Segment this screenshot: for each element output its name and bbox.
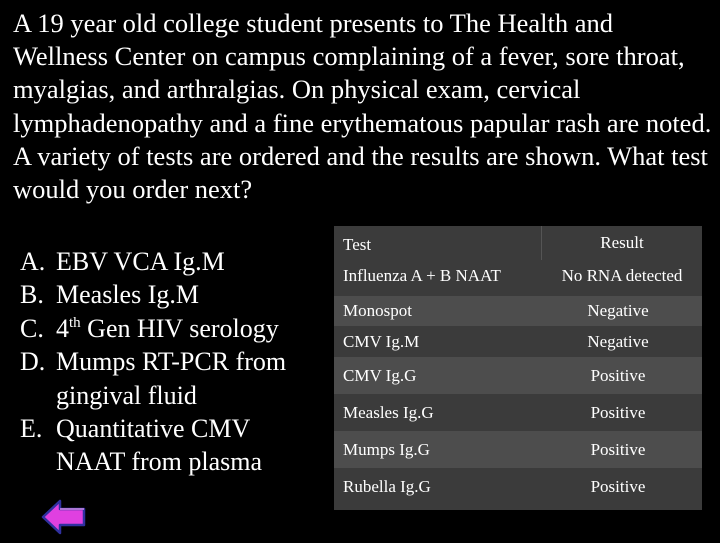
cell-test: CMV Ig.M (343, 331, 420, 351)
option-e[interactable] (20, 412, 325, 479)
header-result: Result (600, 233, 644, 252)
cell-test: Mumps Ig.G (343, 439, 430, 459)
option-letter: E. (20, 414, 43, 444)
option-text-prefix: 4 (56, 313, 69, 343)
header-test: Test (343, 235, 372, 254)
option-letter: B. (20, 280, 44, 310)
results-table (334, 226, 702, 510)
cell-result: Positive (590, 439, 646, 459)
table-row (334, 296, 702, 326)
question-text: A 19 year old college student presents to The Health and Wellness Center on campus complaining of a fever, sore throat, myalgias, and arthralgias. On physical exam, cervical lymphadenopathy and a fine erythematous papular rash are noted. A variety of tests are ordered and the results are shown. What test would you order next? (13, 8, 712, 205)
table-row (334, 394, 702, 431)
cell-test: Monospot (343, 301, 412, 320)
option-text: Mumps RT-PCR from gingival fluid (56, 347, 287, 410)
back-button[interactable] (40, 496, 88, 538)
option-text (56, 312, 279, 345)
option-a[interactable] (20, 245, 325, 278)
cell-result: Negative (587, 301, 649, 320)
option-letter: D. (20, 347, 46, 377)
table-row (334, 468, 702, 505)
table-row (334, 260, 702, 292)
results-table-header (334, 226, 702, 260)
cell-test: Rubella Ig.G (343, 476, 431, 496)
option-c[interactable] (20, 312, 325, 345)
option-text: EBV VCA Ig.M (56, 247, 225, 276)
option-text: Measles Ig.M (56, 280, 199, 310)
cell-result: Negative (587, 331, 649, 351)
option-letter: A. (20, 247, 46, 276)
answer-options (20, 245, 325, 479)
cell-result: Positive (590, 365, 646, 385)
option-text-suffix: Gen HIV serology (80, 313, 279, 343)
header-divider (541, 226, 542, 260)
table-row (334, 326, 702, 357)
option-text: Quantitative CMV NAAT from plasma (56, 414, 263, 477)
cell-test: Influenza A + B NAAT (343, 266, 501, 285)
cell-result: Positive (590, 402, 646, 422)
table-row (334, 431, 702, 468)
cell-test: CMV Ig.G (343, 365, 417, 385)
option-d[interactable] (20, 345, 325, 412)
cell-result: No RNA detected (561, 266, 683, 285)
option-text-superscript: th (69, 314, 81, 331)
left-arrow-icon (40, 496, 88, 538)
table-row (334, 357, 702, 394)
cell-test: Measles Ig.G (343, 402, 434, 422)
option-b[interactable] (20, 278, 325, 311)
cell-result: Positive (590, 476, 646, 496)
option-letter: C. (20, 313, 44, 343)
